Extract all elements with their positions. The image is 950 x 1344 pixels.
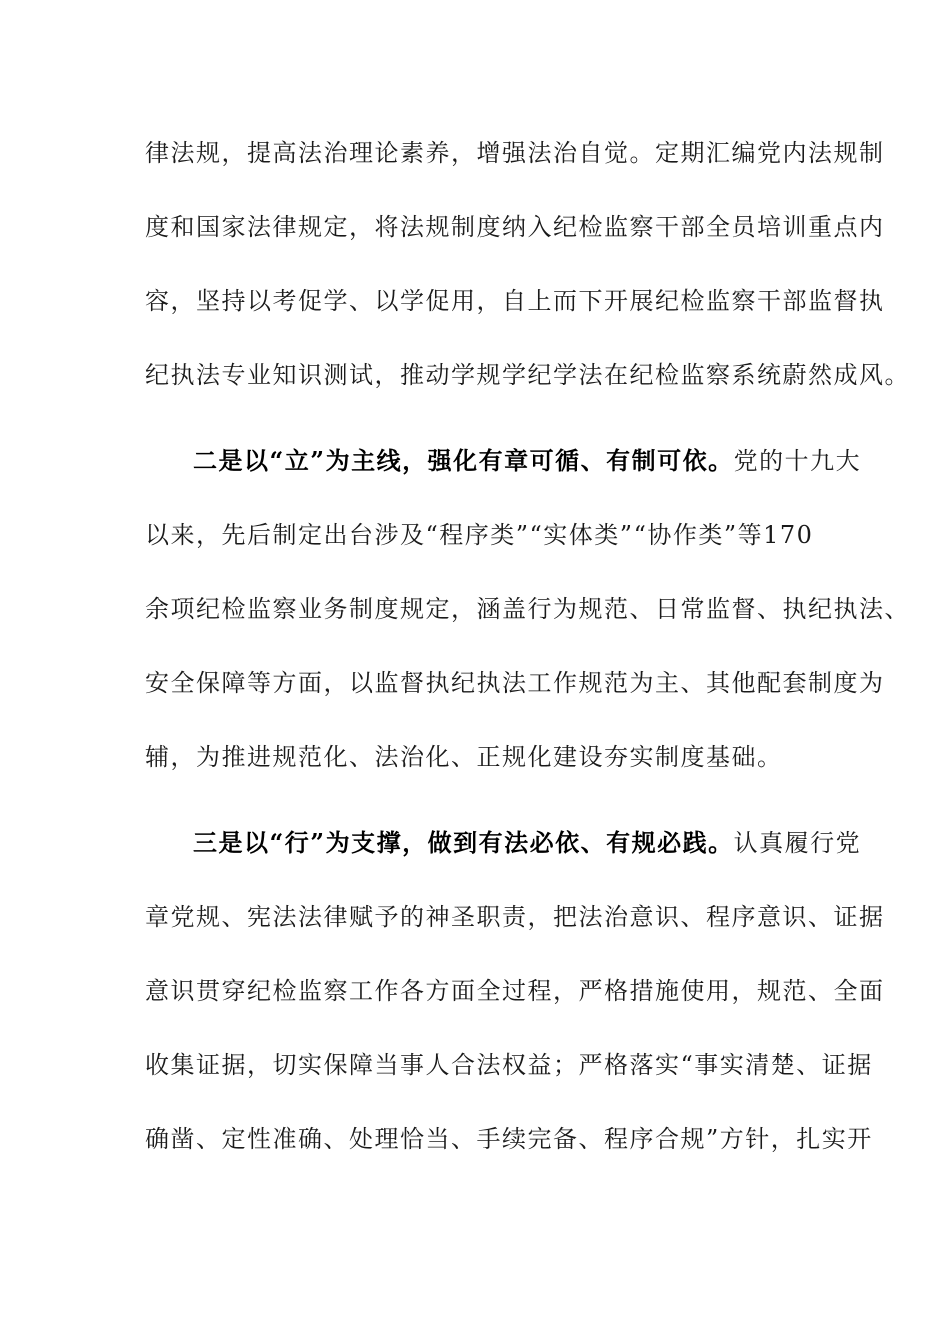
paragraph-2-line-1: [193, 446, 862, 476]
paragraph-3-line-4: 收集证据，切实保障当事人合法权益；严格落实“事实清楚、证据: [145, 1051, 873, 1079]
paragraph-1-line-1: 律法规，提高法治理论素养，增强法治自觉。定期汇编党内法规制: [145, 139, 885, 167]
paragraph-1-line-3: 容，坚持以考促学、以学促用，自上而下开展纪检监察干部监督执: [145, 287, 885, 315]
paragraph-3-heading: 三是以“行”为支撑，做到有法必依、有规必践。: [193, 828, 734, 857]
paragraph-1-line-2: 度和国家法律规定，将法规制度纳入纪检监察干部全员培训重点内: [145, 213, 885, 241]
paragraph-2-line-4: 安全保障等方面，以监督执纪执法工作规范为主、其他配套制度为: [145, 669, 885, 697]
paragraph-3-lead: 认真履行党: [733, 829, 862, 857]
paragraph-2-line-3: 余项纪检监察业务制度规定，涵盖行为规范、日常监督、执纪执法、: [145, 595, 910, 623]
paragraph-2-lead: 党的十九大: [733, 447, 862, 475]
paragraph-3-line-3: 意识贯穿纪检监察工作各方面全过程，严格措施使用，规范、全面: [145, 977, 885, 1005]
paragraph-2-line-2: 以来，先后制定出台涉及“程序类”“实体类”“协作类”等170: [145, 521, 814, 549]
paragraph-3-line-5: 确凿、定性准确、处理恰当、手续完备、程序合规”方针，扎实开: [145, 1125, 873, 1153]
paragraph-2-line-5: 辅，为推进规范化、法治化、正规化建设夯实制度基础。: [145, 743, 783, 771]
paragraph-3-line-2: 章党规、宪法法律赋予的神圣职责，把法治意识、程序意识、证据: [145, 903, 885, 931]
paragraph-3-line-1: [193, 828, 862, 858]
paragraph-1-line-4: 纪执法专业知识测试，推动学规学纪学法在纪检监察系统蔚然成风。: [145, 361, 910, 389]
paragraph-2-heading: 二是以“立”为主线，强化有章可循、有制可依。: [193, 446, 734, 475]
